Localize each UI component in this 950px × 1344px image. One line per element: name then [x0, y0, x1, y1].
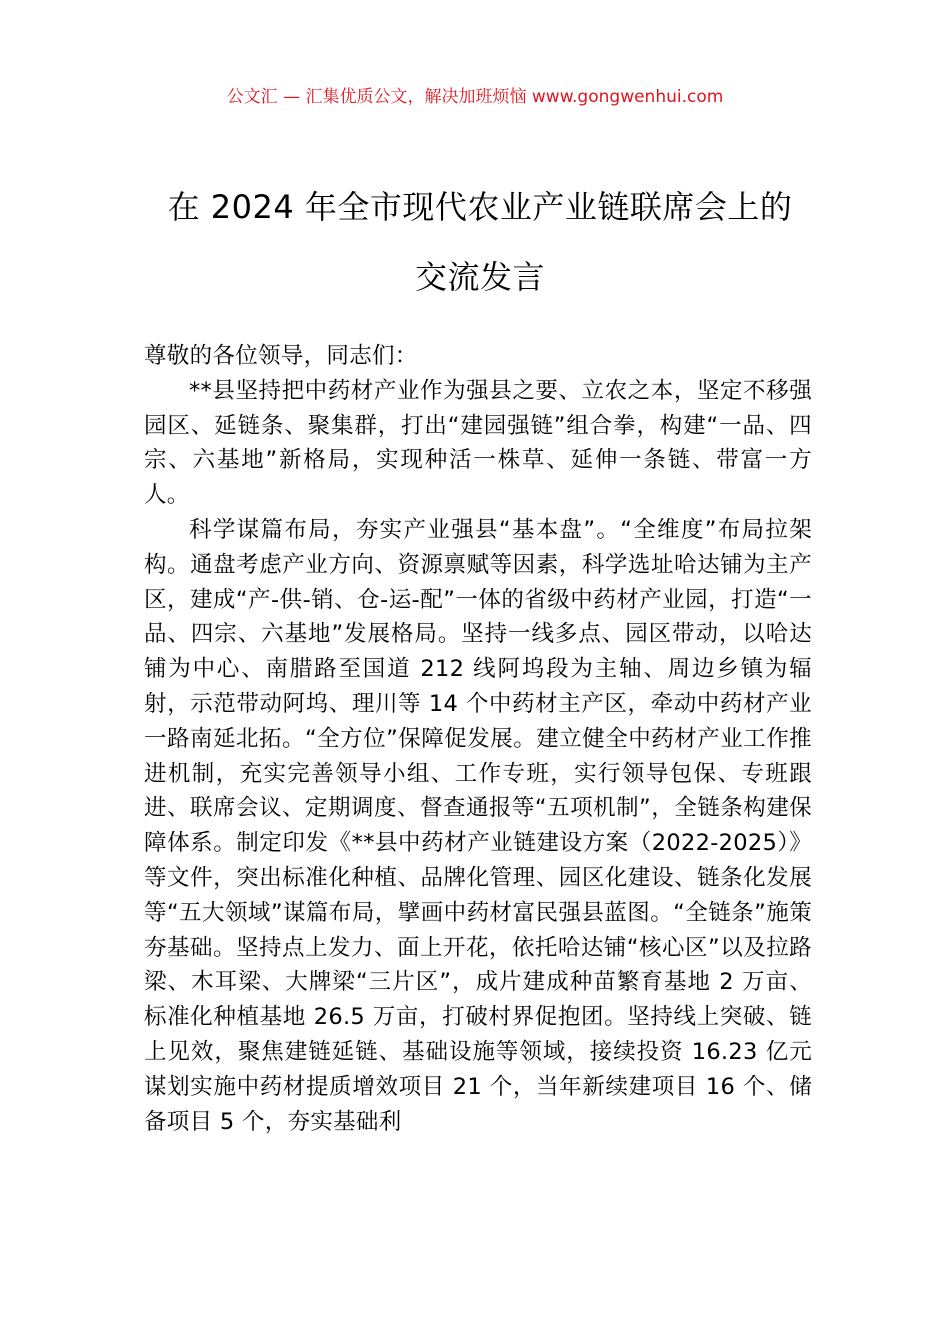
- document-title: [140, 172, 820, 312]
- title-line-1: 在 2024 年全市现代农业产业链联席会上的: [167, 188, 793, 226]
- title-line-2: 交流发言: [414, 258, 545, 296]
- watermark-banner: 公文汇 — 汇集优质公文，解决加班烦恼 www.gongwenhui.com: [226, 87, 724, 107]
- salutation: 尊敬的各位领导，同志们：: [144, 343, 418, 369]
- paragraph-layout: 科学谋篇布局，夯实产业强县“基本盘”。“全维度”布局拉架构。通盘考虑产业方向、资源禀赋等因素，科学选址哈达铺为主产区，建成“产-供-销、仓-运-配”一体的省级中药材产业园，打造“一品、四宗、六基地”发展格局。坚持一线多点、园区带动，以哈达铺为中心、南腊路至国道 212 线阿坞段为主轴、周边乡镇为辐射，示范带动阿坞、理川等 14 个中药材主产区，牵动中药材产业一路南延北拓。“全方位”保障促发展。建立健全中药材产业工作推进机制，充实完善领导小组、工作专班，实行领导包保、专班跟进、联席会议、定期调度、督查通报等“五项机制”，全链条构建保障体系。制定印发《**县中药材产业链建设方案（2022-2025）》等文件，突出标准化种植、品牌化管理、园区化建设、链条化发展等“五大领域”谋篇布局，擘画中药材富民强县蓝图。“全链条”施策夯基础。坚持点上发力、面上开花，依托哈达铺“核心区”以及拉路梁、木耳梁、大牌梁“三片区”，成片建成种苗繁育基地 2 万亩、标准化种植基地 26.5 万亩，打破村界促抱团。坚持线上突破、链上见效，聚焦建链延链、基础设施等领域，接续投资 16.23 亿元谋划实施中药材提质增效项目 21 个，当年新续建项目 16 个、储备项目 5 个，夯实基础利: [144, 516, 812, 1135]
- paragraph-intro: **县坚持把中药材产业作为强县之要、立农之本，坚定不移强园区、延链条、聚集群，打出“建园强链”组合拳，构建“一品、四宗、六基地”新格局，实现种活一株草、延伸一条链、带富一方人。: [144, 377, 812, 509]
- document-body: [144, 339, 812, 1139]
